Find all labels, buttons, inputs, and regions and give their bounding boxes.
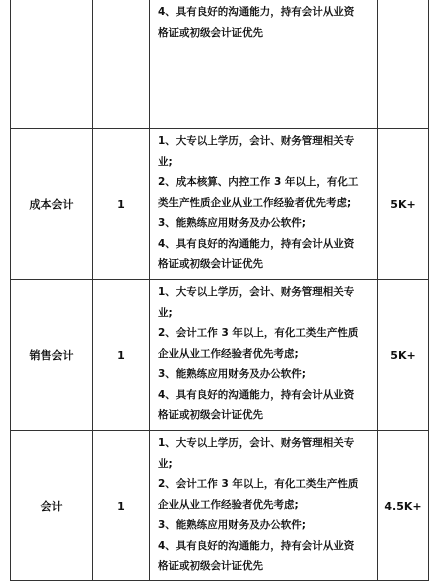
position-title-cell <box>11 0 93 128</box>
requirement-line: 业; <box>158 155 173 168</box>
requirement-line: 类生产性质企业从业工作经验者优先考虑; <box>158 196 352 209</box>
requirement-line: 4、具有良好的沟通能力，持有会计从业资 <box>158 388 355 401</box>
requirement-line: 4、具有良好的沟通能力，持有会计从业资 <box>158 539 355 552</box>
requirement-line: 格证或初级会计证优先 <box>158 26 263 39</box>
requirements-cell <box>150 129 378 279</box>
requirement-line: 1、大专以上学历，会计、财务管理相关专 <box>158 286 355 298</box>
requirement-line: 4、具有良好的沟通能力，持有会计从业资 <box>158 6 355 18</box>
position-title-cell: 会计 <box>11 431 93 581</box>
headcount-cell: 1 <box>93 280 150 430</box>
requirement-line: 1、大专以上学历，会计、财务管理相关专 <box>158 437 355 449</box>
requirement-line: 格证或初级会计证优先 <box>158 560 263 572</box>
requirement-line: 3、能熟练应用财务及办公软件; <box>158 519 307 531</box>
requirement-line: 2、成本核算、内控工作 3 年以上，有化工 <box>158 176 359 188</box>
requirements-cell <box>150 0 378 128</box>
requirement-line: 3、能熟练应用财务及办公软件; <box>158 217 307 229</box>
requirement-line: 企业从业工作经验者优先考虑; <box>158 498 299 511</box>
requirement-line: 格证或初级会计证优先 <box>158 258 263 270</box>
table-row <box>11 0 428 128</box>
table-row <box>11 430 428 581</box>
salary-cell: 4.5K+ <box>384 499 422 513</box>
headcount-cell <box>93 0 150 128</box>
requirement-line: 2、会计工作 3 年以上，有化工类生产性质 <box>158 478 359 490</box>
table-row <box>11 128 428 279</box>
headcount-cell: 1 <box>93 129 150 279</box>
job-table <box>10 0 429 581</box>
position-title-cell: 成本会计 <box>11 129 93 279</box>
requirements-cell <box>150 431 378 581</box>
requirement-line: 3、能熟练应用财务及办公软件; <box>158 368 307 380</box>
salary-cell: 5K+ <box>390 197 416 211</box>
table-row <box>11 279 428 430</box>
requirement-line: 2、会计工作 3 年以上，有化工类生产性质 <box>158 327 359 339</box>
requirement-line: 4、具有良好的沟通能力，持有会计从业资 <box>158 237 355 250</box>
requirement-line: 1、大专以上学历，会计、财务管理相关专 <box>158 135 355 147</box>
headcount-cell: 1 <box>93 431 150 581</box>
requirement-line: 企业从业工作经验者优先考虑; <box>158 347 299 360</box>
requirement-line: 业; <box>158 457 173 470</box>
requirements-cell <box>150 280 378 430</box>
salary-cell <box>378 0 428 128</box>
salary-cell: 5K+ <box>390 348 416 362</box>
requirement-line: 格证或初级会计证优先 <box>158 409 263 421</box>
requirement-line: 业; <box>158 306 173 319</box>
position-title-cell: 销售会计 <box>11 280 93 430</box>
